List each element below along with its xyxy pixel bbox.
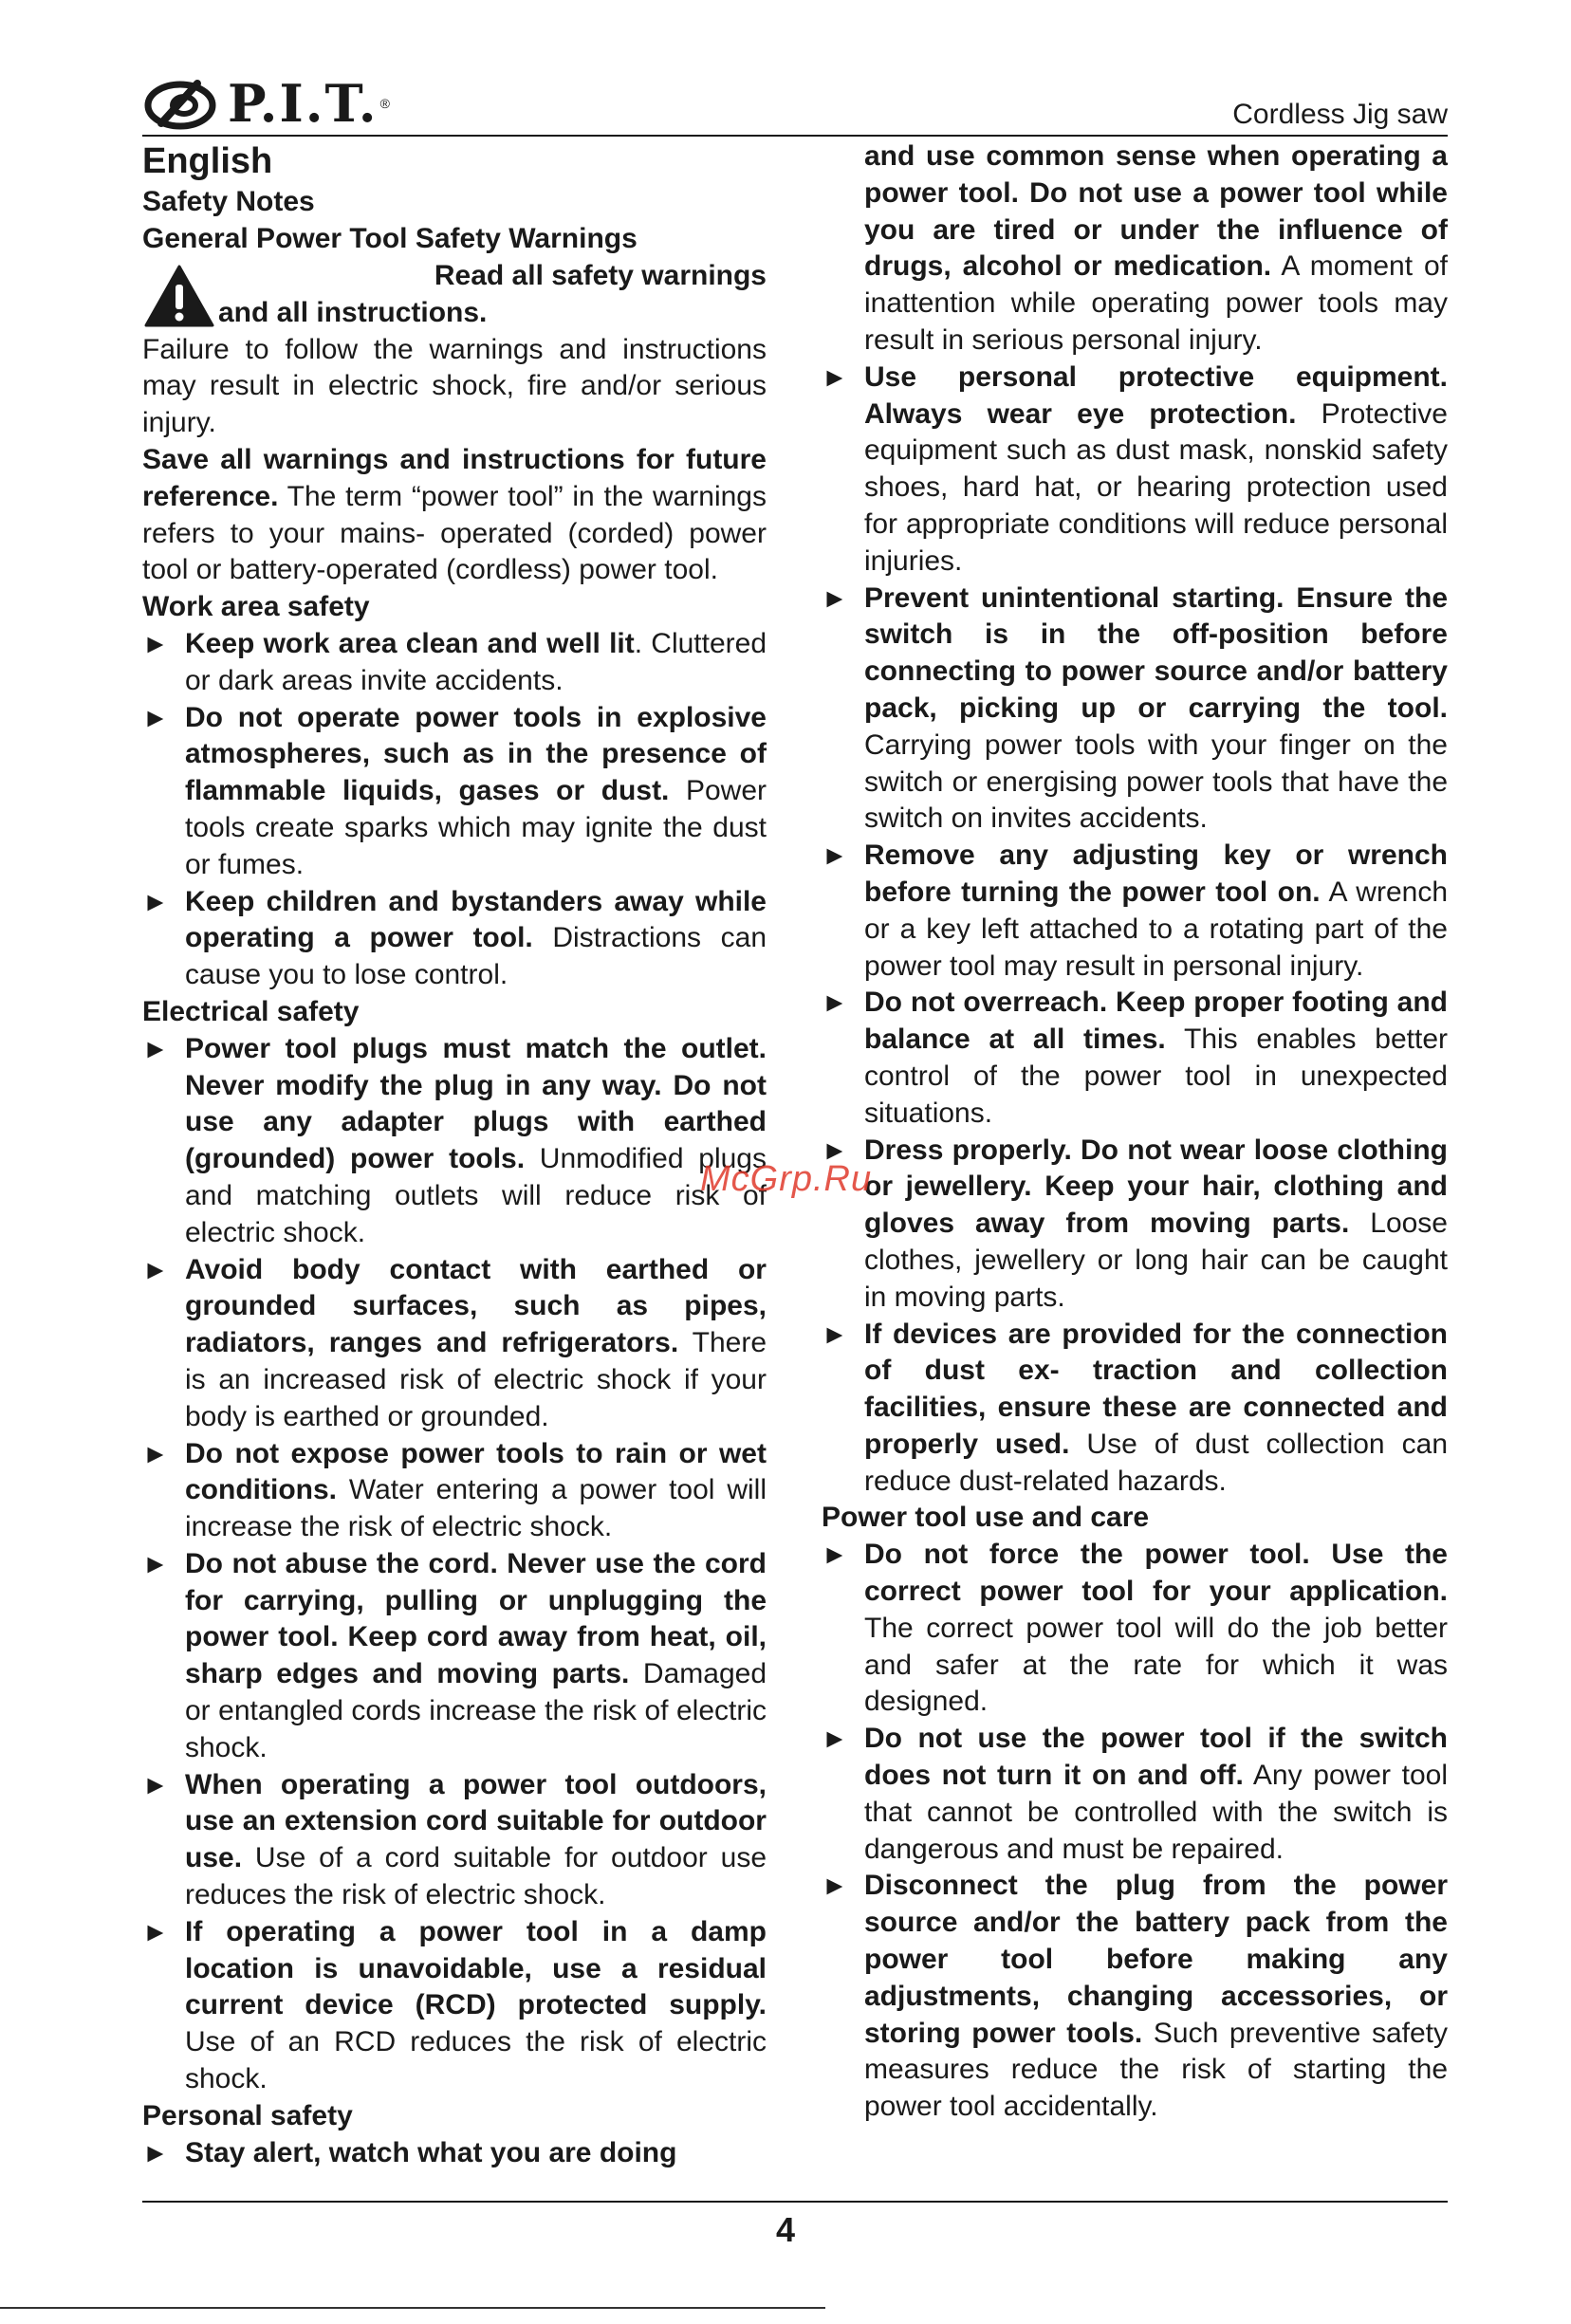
warning-text-line2: and all instructions. [218,296,488,328]
intro-paragraph: Failure to follow the warnings and instructions may result in electric shock, fire and/or serious injury. [142,333,767,439]
item-bold: Stay alert, watch what you are doing [185,2136,677,2168]
bullet-arrow-icon: ► [822,840,848,871]
item-bold: When operating a power tool outdoors, use an extension cord suitable for outdoor use. [185,1768,767,1874]
watermark: McGrp.Ru [700,1159,873,1199]
item-bold: Keep work area clean and well lit [185,627,635,659]
item-bold: Disconnect the plug from the power source and/or the battery pack from the power tool before making any adjustments, changing accessories, or storing power tools. [864,1870,1448,2049]
bullet-arrow-icon: ► [822,1871,848,1901]
item-text: Loose clothes, jewellery or long hair can be caught in moving parts. [864,1208,1448,1313]
list-item [142,2135,767,2172]
item-text: Carrying power tools with your finger on the switch or energising power tools that have the switch on invites accidents. [864,729,1448,835]
item-text: Water entering a power tool will increase the risk of electric shock. [185,1474,767,1543]
item-text: A moment of inattention while operating power tools may result in serious personal injury. [864,250,1449,356]
list-item [822,985,1448,1132]
item-text: Protective equipment such as dust mask, nonskid safety shoes, hard hat, or hearing protection used for appropriate conditions will reduce personal injuries. [864,397,1448,577]
list-item [142,1546,767,1767]
item-bold: If devices are provided for the connection of dust ex- traction and collection facilities, ensure these are connected and properly used. [864,1318,1448,1460]
save-instructions-text: The term “power tool” in the warnings refers to your mains- operated (corded) power tool or battery-operated (cordless) power tool. [142,480,767,586]
header-divider [142,135,1448,137]
safety-notes-heading: Safety Notes [142,186,315,217]
list-item [142,1767,767,1914]
bullet-arrow-icon: ► [822,1134,848,1165]
left-column [142,138,767,2171]
personal-safety-heading: Personal safety [142,2099,353,2131]
item-text: . Cluttered or dark areas invite accidents. [185,627,767,696]
bullet-arrow-icon: ► [142,1033,169,1063]
item-text: Such preventive safety measures reduce the risk of starting the power tool accidentally. [864,2017,1448,2123]
item-text: Distractions can cause you to lose control. [185,922,767,991]
bullet-arrow-icon: ► [822,1724,848,1754]
bullet-arrow-icon: ► [142,628,169,658]
item-bold: Use personal protective equipment. Always wear eye protection. [864,360,1448,430]
list-item [822,1721,1448,1868]
warning-text-line1: Read all safety warnings [434,259,767,291]
item-text: The correct power tool will do the job better and safer at the rate for which it was designed. [864,1612,1448,1718]
item-bold: Avoid body contact with earthed or grounded surfaces, such as pipes, radiators, ranges and refrigerators. [185,1253,767,1359]
item-text: Any power tool that cannot be controlled with the switch is dangerous and must be repaired. [864,1760,1449,1865]
list-item [822,360,1448,581]
bullet-arrow-icon: ► [822,1319,848,1349]
save-instructions-paragraph [142,442,767,589]
bullet-arrow-icon: ► [142,1769,169,1799]
save-instructions-bold: Save all warnings and instructions for future reference. [142,443,767,512]
warning-triangle-icon [144,264,214,328]
item-bold: If operating a power tool in a damp location is unavoidable, use a residual current device (RCD) protected supply. [185,1915,767,2021]
item-text: Power tools create sparks which may ignite the dust or fumes. [185,775,767,880]
item-bold: and use common sense when operating a power tool. Do not use a power tool while you are tired or under the influence of drugs, alcohol or medication. [864,140,1448,283]
item-bold: Do not use the power tool if the switch does not turn it on and off. [864,1723,1448,1792]
item-bold: Remove any adjusting key or wrench before turning the power tool on. [864,839,1448,908]
warning-notice [142,258,767,332]
list-item [822,838,1448,985]
bullet-arrow-icon: ► [142,1548,169,1578]
language-heading: English [142,141,273,181]
item-bold: Keep children and bystanders away while operating a power tool. [185,885,767,954]
brand-registered-mark: ® [379,96,390,111]
general-warnings-heading: General Power Tool Safety Warnings [142,222,638,254]
use-and-care-heading: Power tool use and care [822,1502,1150,1534]
item-bold: Do not expose power tools to rain or wet conditions. [185,1437,767,1506]
list-item [822,1868,1448,2126]
work-area-heading: Work area safety [142,591,370,623]
bullet-arrow-icon: ► [822,1540,848,1570]
item-text: Damaged or entangled cords increase the risk of electric shock. [185,1658,767,1763]
list-item-continuation [822,138,1448,360]
footer-divider [142,2201,1448,2203]
right-column [822,138,1448,2126]
item-text: Use of an RCD reduces the risk of electric shock. [185,2026,767,2095]
list-item [142,1252,767,1436]
item-bold: Dress properly. Do not wear loose clothing or jewellery. Keep your hair, clothing and gloves away from moving parts. [864,1134,1448,1240]
item-bold: Do not abuse the cord. Never use the cord for carrying, pulling or unplugging the power tool. Keep cord away from heat, oil, sharp edges and moving parts. [185,1547,767,1690]
item-bold: Do not operate power tools in explosive atmospheres, such as in the presence of flammable liquids, gases or dust. [185,701,767,807]
item-bold: Prevent unintentional starting. Ensure the switch is in the off-position before connecting to power source and/or battery pack, picking up or carrying the tool. [864,581,1448,724]
list-item [142,1436,767,1546]
list-item [822,1537,1448,1721]
list-item [822,1317,1448,1501]
item-text: A wrench or a key left attached to a rotating part of the power tool may result in personal injury. [864,876,1449,982]
electrical-safety-heading: Electrical safety [142,995,360,1027]
list-item [142,700,767,884]
item-text: Unmodified plugs and matching outlets will reduce risk of electric shock. [185,1143,767,1248]
bullet-arrow-icon: ► [142,1254,169,1284]
item-text: This enables better control of the power tool in unexpected situations. [864,1024,1448,1129]
item-text: Use of dust collection can reduce dust-related hazards. [864,1428,1449,1497]
list-item [822,1133,1448,1317]
bullet-arrow-icon: ► [142,1438,169,1468]
product-name: Cordless Jig saw [1232,99,1448,130]
list-item [142,1914,767,2098]
brand-logo [142,74,390,133]
brand-name: P.I.T. [228,73,379,134]
item-bold: Do not force the power tool. Use the correct power tool for your application. [864,1539,1448,1608]
item-text: There is an increased risk of electric shock if your body is earthed or grounded. [185,1327,767,1432]
bullet-arrow-icon: ► [822,361,848,392]
item-text: Use of a cord suitable for outdoor use reduces the risk of electric shock. [185,1842,767,1911]
bullet-arrow-icon: ► [142,1916,169,1946]
page-edge-line [0,2307,825,2309]
bullet-arrow-icon: ► [142,2137,169,2167]
list-item [822,581,1448,839]
bullet-arrow-icon: ► [142,886,169,916]
list-item [142,884,767,994]
item-bold: Power tool plugs must match the outlet. Never modify the plug in any way. Do not use any adapter plugs with earthed (grounded) power tools. [185,1032,767,1175]
bullet-arrow-icon: ► [142,702,169,732]
item-bold: Do not overreach. Keep proper footing and balance at all times. [864,987,1448,1056]
list-item [142,626,767,700]
bullet-arrow-icon: ► [822,987,848,1018]
list-item [142,1031,767,1252]
page-number: 4 [775,2210,796,2249]
brand-logo-icon [142,74,224,133]
bullet-arrow-icon: ► [822,582,848,613]
